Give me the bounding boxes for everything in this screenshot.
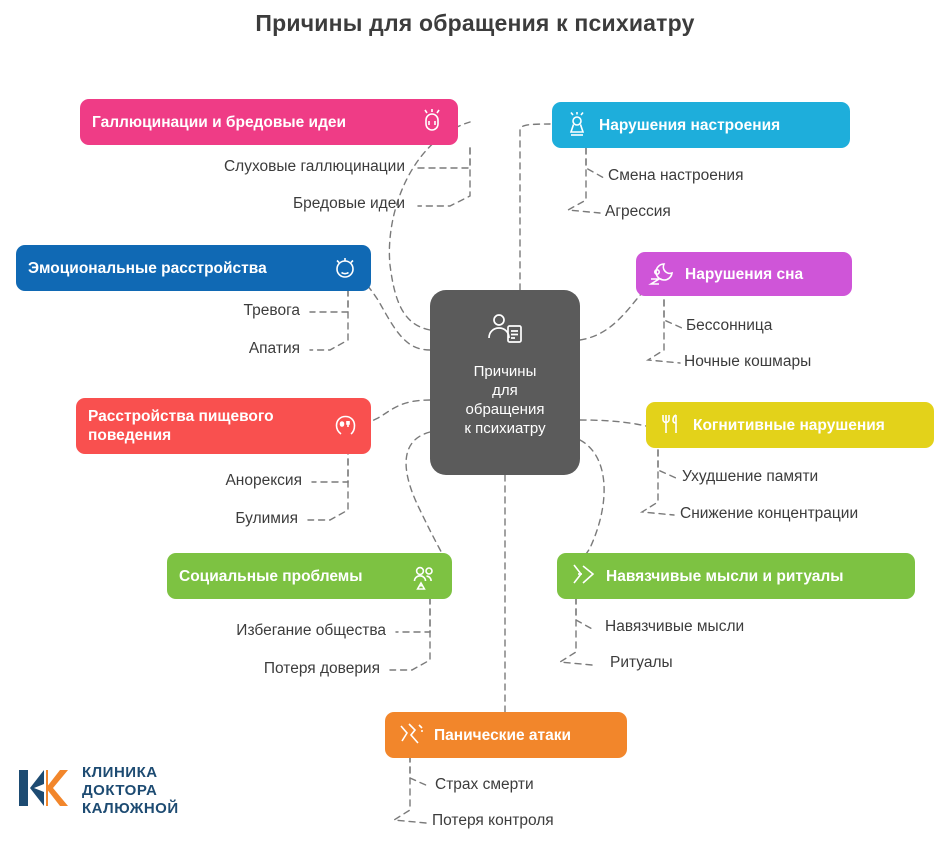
page-title: Причины для обращения к психиатру (255, 10, 695, 36)
sub-sleep-2: Ночные кошмары (684, 353, 812, 370)
branch-cognitive[interactable] (646, 402, 934, 448)
branch-mood-label: Нарушения настроения (599, 116, 781, 134)
sub-panic-2: Потеря контроля (432, 812, 554, 829)
sub-sleep-1: Бессонница (686, 317, 773, 334)
social-problems-icon (410, 562, 440, 590)
center-line-3: обращения (465, 401, 545, 418)
sub-hallucinations-1: Слуховые галлюцинации (223, 158, 405, 175)
logo-line-1: КЛИНИКА (82, 763, 158, 781)
sub-eating-2: Булимия (235, 510, 298, 527)
sub-social-2: Потеря доверия (263, 660, 380, 677)
branch-obsessive[interactable] (557, 553, 915, 599)
mood-icon (564, 111, 590, 139)
panic-icon (397, 721, 425, 749)
branch-obsessive-label: Навязчивые мысли и ритуалы (606, 567, 844, 585)
sub-eating-1: Анорексия (225, 472, 302, 489)
psychiatrist-icon (483, 308, 527, 352)
sub-obsessive-2: Ритуалы (610, 654, 673, 671)
sub-emotional-1: Тревога (243, 302, 300, 319)
center-line-2: для (492, 382, 518, 399)
sub-mood-2: Агрессия (605, 203, 671, 220)
branch-sleep-label: Нарушения сна (685, 265, 804, 283)
sub-panic-1: Страх смерти (435, 776, 534, 793)
branch-cognitive-label: Когнитивные нарушения (693, 416, 885, 434)
logo-line-3: КАЛЮЖНОЙ (82, 799, 179, 817)
sub-cognitive-1: Ухудшение памяти (682, 468, 819, 485)
kk-logo-icon (18, 762, 70, 819)
center-line-1: Причины (473, 363, 537, 380)
sub-cognitive-2: Снижение концентрации (680, 505, 859, 522)
branch-emotional-label: Эмоциональные расстройства (28, 259, 267, 277)
sleep-icon (648, 261, 676, 287)
branch-sleep[interactable] (636, 252, 852, 296)
branch-eating-label: Расстройства пищевого поведения (88, 408, 274, 444)
cognitive-icon (658, 411, 684, 439)
center-node[interactable] (430, 290, 580, 475)
branch-panic[interactable] (385, 712, 627, 758)
center-line-4: к психиатру (464, 420, 546, 437)
clinic-logo-text (82, 764, 179, 818)
branch-hallucinations[interactable] (80, 99, 458, 145)
eating-disorder-icon (331, 412, 359, 440)
sub-hallucinations-2: Бредовые идеи (292, 195, 405, 212)
branch-mood[interactable] (552, 102, 850, 148)
branch-social[interactable] (167, 553, 452, 599)
branch-eating[interactable] (76, 398, 371, 454)
sub-obsessive-1: Навязчивые мысли (605, 618, 745, 635)
sub-social-1: Избегание общества (236, 622, 386, 639)
branch-emotional[interactable] (16, 245, 371, 291)
clinic-logo (18, 762, 179, 819)
center-node-label (454, 362, 555, 438)
obsessive-icon (569, 562, 597, 590)
branch-social-label: Социальные проблемы (179, 567, 363, 585)
branch-panic-label: Панические атаки (434, 726, 572, 744)
hallucination-icon (418, 108, 446, 136)
branch-hallucinations-label: Галлюцинации и бредовые идеи (92, 113, 347, 131)
emotion-icon (331, 254, 359, 282)
sub-mood-1: Смена настроения (608, 167, 744, 184)
logo-line-2: ДОКТОРА (82, 781, 158, 799)
sub-emotional-2: Апатия (248, 340, 300, 357)
